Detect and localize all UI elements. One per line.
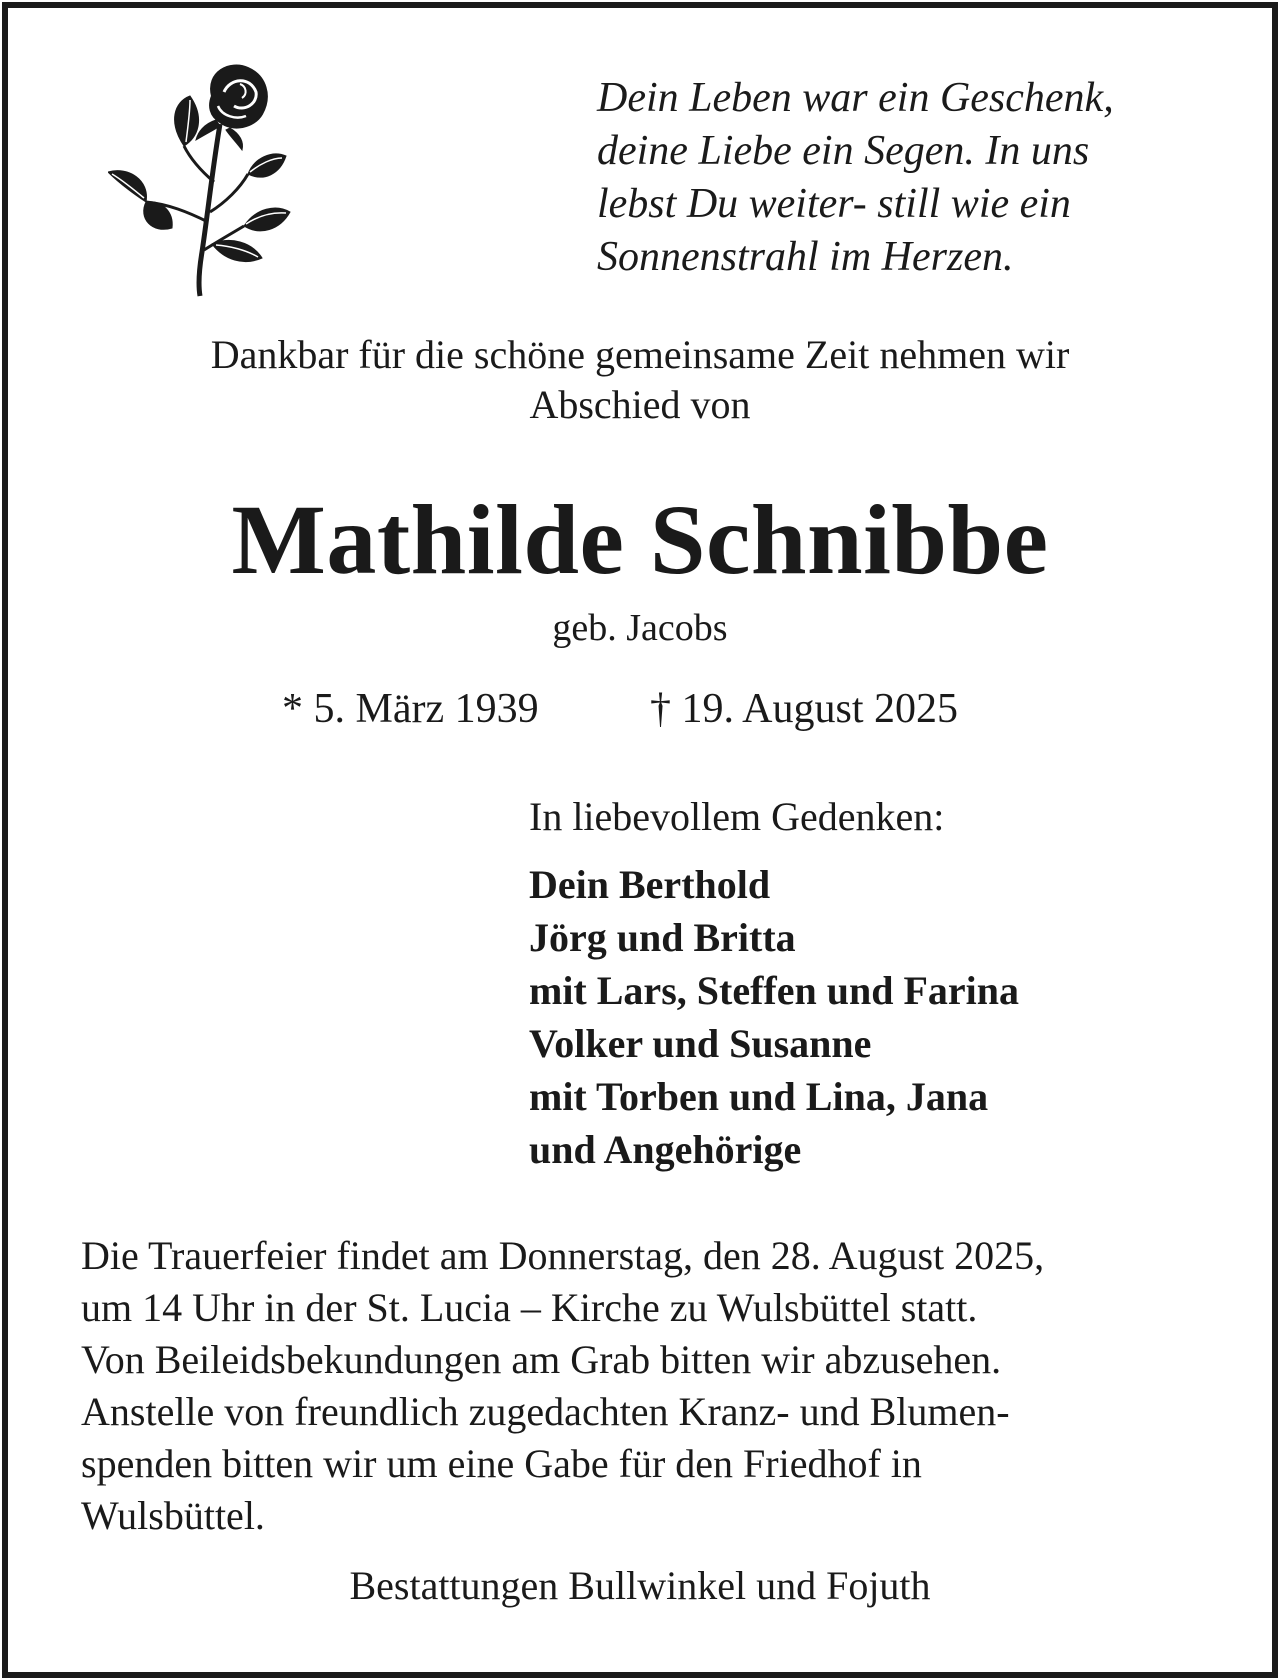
undertaker: Bestattungen Bullwinkel und Fojuth xyxy=(349,1563,931,1608)
rose-icon xyxy=(108,62,308,298)
mourner-line: Dein Berthold xyxy=(529,862,771,907)
intro-line: Abschied von xyxy=(529,382,751,427)
poem xyxy=(597,72,1237,284)
poem-line: Dein Leben war ein Geschenk, xyxy=(597,75,1114,121)
intro-line: Dankbar für die schöne gemeinsame Zeit nehmen wir xyxy=(210,332,1070,377)
life-dates xyxy=(282,683,1042,735)
memory-heading: In liebevollem Gedenken: xyxy=(529,794,945,839)
ceremony-line: Von Beileidsbekundungen am Grab bitten wir abzusehen. xyxy=(81,1337,1002,1382)
mourners-list xyxy=(529,858,1019,1176)
ceremony-line: Die Trauerfeier findet am Donnerstag, den 28. August 2025, xyxy=(81,1233,1045,1278)
mourner-line: mit Torben und Lina, Jana xyxy=(529,1074,989,1119)
mourner-line: mit Lars, Steffen und Farina xyxy=(529,968,1019,1013)
poem-line: deine Liebe ein Segen. In uns xyxy=(597,128,1090,174)
death-date: † 19. August 2025 xyxy=(650,686,959,732)
mourner-line: und Angehörige xyxy=(529,1127,802,1172)
birth-name: geb. Jacobs xyxy=(552,607,728,649)
ceremony-line: spenden bitten wir um eine Gabe für den Friedhof in xyxy=(81,1441,922,1486)
ceremony-line: Anstelle von freundlich zugedachten Kranz- und Blumen- xyxy=(81,1389,1010,1434)
ceremony-notice xyxy=(81,1230,1211,1542)
birth-date: * 5. März 1939 xyxy=(282,686,539,732)
poem-line: Sonnenstrahl im Herzen. xyxy=(597,234,1014,280)
ceremony-line: Wulsbüttel. xyxy=(81,1493,265,1538)
intro-text xyxy=(0,330,1280,430)
deceased-name: Mathilde Schnibbe xyxy=(231,484,1049,595)
mourner-line: Volker und Susanne xyxy=(529,1021,872,1066)
poem-line: lebst Du weiter- still wie ein xyxy=(597,181,1071,227)
mourner-line: Jörg und Britta xyxy=(529,915,796,960)
ceremony-line: um 14 Uhr in der St. Lucia – Kirche zu Wulsbüttel statt. xyxy=(81,1285,978,1330)
